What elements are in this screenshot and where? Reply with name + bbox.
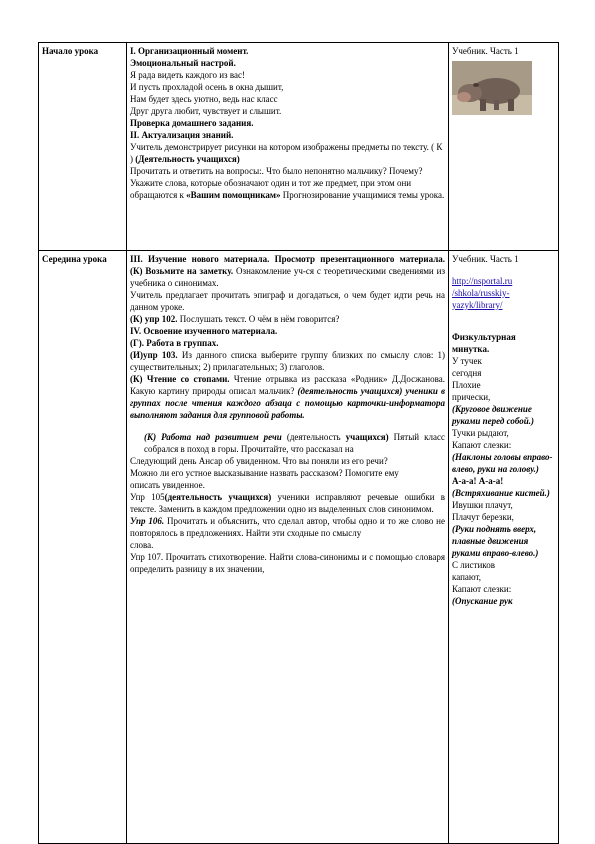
physminute-line: У тучек xyxy=(452,356,482,366)
paragraph-emphasis: (деятельность учащихся) ученики в группах после чтения каждого абзаца с помощью карточки-информатора выполняют задания для групповой работы. xyxy=(130,386,446,420)
paragraph xyxy=(130,431,445,455)
resource-link[interactable] xyxy=(452,276,512,310)
poem-line: Друг друга любит, чувствует и слышит. xyxy=(130,106,282,116)
spacer xyxy=(452,321,555,331)
section-heading: (Г). Работа в группах. xyxy=(130,338,219,348)
stage-cell xyxy=(39,43,127,251)
poem-line: Я рада видеть каждого из вас! xyxy=(130,70,245,80)
physminute-line: Капают слезки: xyxy=(452,440,512,450)
paragraph-emphasis: (деятельность учащихся) xyxy=(164,492,272,502)
section-heading: IV. Освоение изученного материала. xyxy=(130,326,278,336)
physminute-line: (Руки поднять вверх, плавные движения руками вправо-влево.) xyxy=(452,524,539,558)
paragraph-text: Послушать текст. О чём в нём говорится? xyxy=(177,314,340,324)
physminute-title: Физкультурная минутка. xyxy=(452,332,516,354)
paragraph-emphasis: (К) упр 102. xyxy=(130,314,178,324)
textbook-reference: Учебник. Часть 1 xyxy=(452,46,519,56)
physminute-line: А-а-а! А-а-а! xyxy=(452,476,504,486)
paragraph-text: Учитель демонстрирует рисунки на котором изображены предметы по тексту. ( К ) xyxy=(130,142,443,164)
paragraph-emphasis: (К) Возьмите на заметку. xyxy=(130,266,234,276)
section-heading: I. Организационный момент. xyxy=(130,46,249,56)
paragraph-text: Прогнозирование учащимися темы урока. xyxy=(280,190,445,200)
paragraph-text: (деятельность xyxy=(281,432,346,442)
physminute-line: Плохие xyxy=(452,380,481,390)
physminute-line: Плачут березки, xyxy=(452,512,514,522)
physminute-lines xyxy=(452,355,555,607)
paragraph xyxy=(130,141,445,165)
spacer xyxy=(452,311,555,321)
paragraph xyxy=(130,349,445,373)
spacer xyxy=(452,265,555,275)
paragraph xyxy=(130,165,445,201)
paragraph: описать увиденное. xyxy=(130,480,205,490)
paragraph-text: Прочитать и ответить на вопросы:. Что было непонятно мальчику? Почему? Укажите слова, которые обозначают один и тот же предмет, при этом они обращаются к xyxy=(130,166,423,200)
table-row xyxy=(39,43,559,251)
paragraph xyxy=(130,313,445,325)
textbook-reference: Учебник. Часть 1 xyxy=(452,254,519,264)
paragraph-text: Упр 105 xyxy=(130,492,165,502)
physminute-line: Ивушки плачут, xyxy=(452,500,513,510)
paragraph-text: Ознакомление уч-ся с теоретическими сведениями из учебника о синонимах. xyxy=(130,266,446,288)
spacer xyxy=(130,421,445,431)
section-heading: III. Изучение нового материала. Просмотр презентационного материала. xyxy=(130,254,445,264)
section-heading: Эмоциональный настрой. xyxy=(130,58,236,68)
paragraph-text: Чтение отрывка из рассказа «Родник» Д.Досжанова. Какую картину природы описал мальчик? xyxy=(130,374,445,396)
lesson-plan-table xyxy=(38,42,559,844)
section-heading: Проверка домашнего задания. xyxy=(130,118,254,128)
content-cell xyxy=(127,43,449,251)
link-line: http://nsportal.ru xyxy=(452,276,513,286)
poem-line: Нам будет здесь уютно, ведь нас класс xyxy=(130,94,278,104)
physminute-line: капают, xyxy=(452,572,482,582)
link-line: yazyk/library/ xyxy=(452,300,503,310)
table-row xyxy=(39,251,559,844)
paragraph-text: Из данного списка выберите группу близких по смыслу слов: 1) существительных; 2) прилагательных; 3) глаголов. xyxy=(130,350,446,372)
physminute-line: С листиков xyxy=(452,560,495,570)
paragraph-emphasis: «Вашим помощникам» xyxy=(186,190,281,200)
hippo-photo xyxy=(452,61,532,115)
paragraph-text: ученики исправляют речевые ошибки в тексте. Заменить в каждом предложении одно из выделенных слов синонимом. xyxy=(130,492,445,514)
paragraph xyxy=(130,515,445,539)
stage-label: Середина урока xyxy=(42,254,107,264)
paragraph-emphasis: Упр 106. xyxy=(130,516,165,526)
physminute-line: (Наклоны головы вправо-влево, руки на голову.) xyxy=(452,452,553,474)
paragraph xyxy=(130,491,445,515)
paragraph xyxy=(130,265,445,289)
paragraph-emphasis: (Деятельность учащихся) xyxy=(135,154,240,164)
section-heading: II. Актуализация знаний. xyxy=(130,130,234,140)
paragraph: Следующий день Ансар об увиденном. Что вы поняли из его речи? xyxy=(130,456,388,466)
resources-cell xyxy=(449,43,559,251)
poem-line: И пусть прохладой осень в окна дышит, xyxy=(130,82,284,92)
paragraph-emphasis: (К) Работа над развитием речи xyxy=(144,432,282,442)
paragraph: слова. xyxy=(130,540,154,550)
paragraph-text: Пятый класс собрался в поход в горы. Прочитайте, что рассказал на xyxy=(144,432,445,454)
paragraph-emphasis: учащихся) xyxy=(345,432,389,442)
physminute-line: (Опускание рук xyxy=(452,596,513,606)
stage-label: Начало урока xyxy=(42,46,99,56)
stage-cell xyxy=(39,251,127,844)
paragraph-emphasis: (К) Чтение со стопами. xyxy=(130,374,230,384)
physminute-line: (Круговое движение руками перед собой.) xyxy=(452,404,535,426)
content-cell xyxy=(127,251,449,844)
paragraph: Можно ли его устное высказывание назвать рассказом? Помогите ему xyxy=(130,468,399,478)
physminute-line: Тучки рыдают, xyxy=(452,428,509,438)
physminute-line: (Встряхивание кистей.) xyxy=(452,488,550,498)
paragraph: Упр 107. Прочитать стихотворение. Найти слова-синонимы и с помощью словаря определить разницу в их значении, xyxy=(130,552,445,574)
link-line: /shkola/russkiy- xyxy=(452,288,510,298)
physminute-line: сегодня xyxy=(452,368,482,378)
paragraph xyxy=(130,373,445,421)
paragraph-text: Прочитать и объяснить, что сделал автор, чтобы одно и то же слово не повторялось в предложениях. Найти эти сходные по смыслу xyxy=(130,516,445,538)
paragraph-emphasis: (И)упр 103. xyxy=(130,350,178,360)
resources-cell xyxy=(449,251,559,844)
physminute-line: прически, xyxy=(452,392,491,402)
paragraph: Учитель предлагает прочитать эпиграф и догадаться, о чем будет идти речь на данном уроке. xyxy=(130,290,445,312)
physminute-line: Капают слезки: xyxy=(452,584,512,594)
